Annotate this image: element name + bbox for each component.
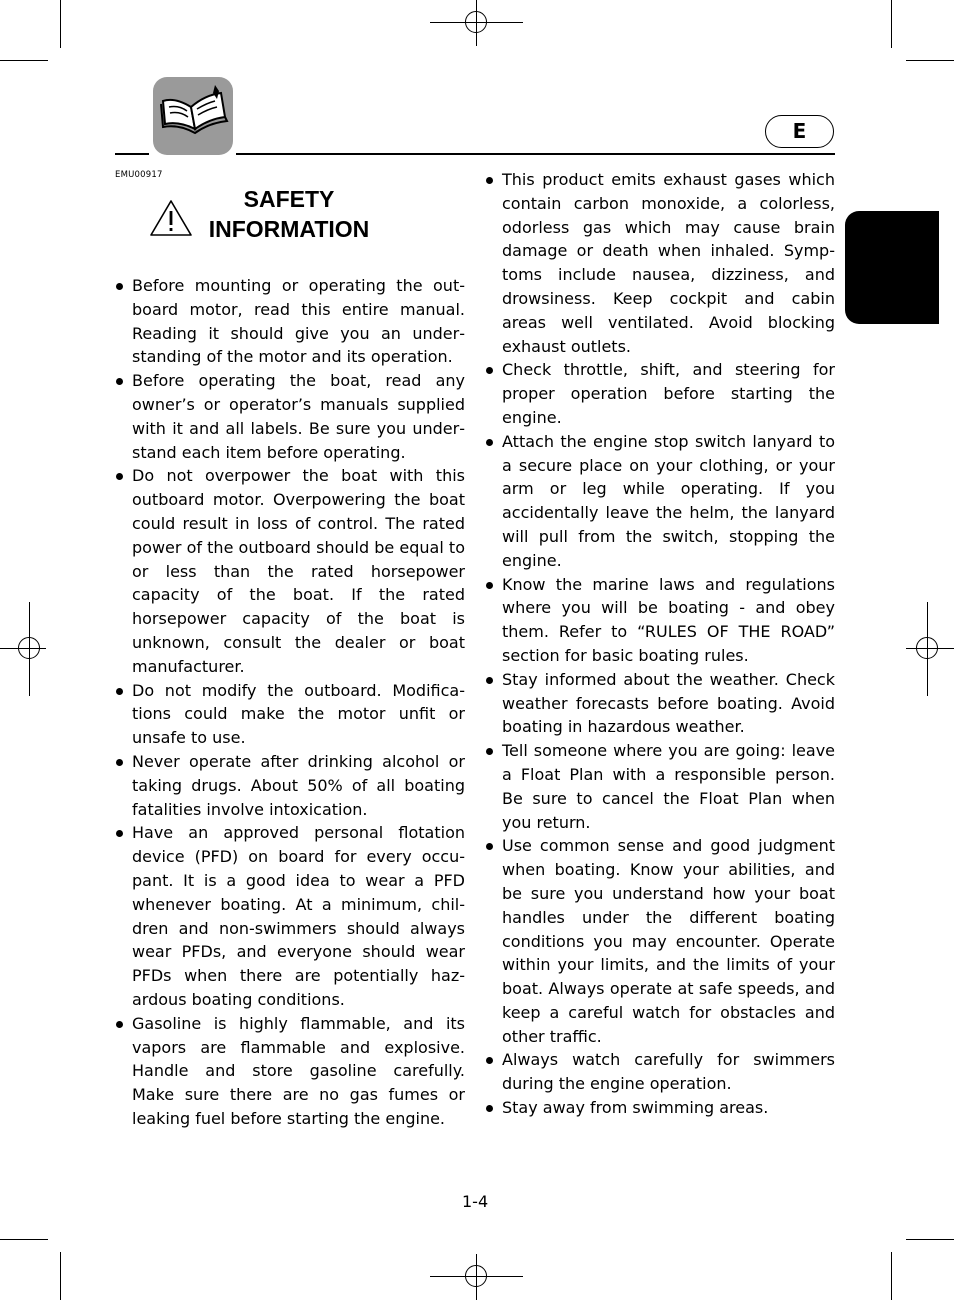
list-item: Tell someone where you are going: leave a Float Plan with a responsible person. Be sure to cancel the Float Plan when you return. — [485, 739, 835, 834]
page-number: 1-4 — [462, 1192, 489, 1211]
crop-mark — [60, 1252, 61, 1300]
section-title-line2: INFORMATION — [208, 216, 370, 242]
list-item: Attach the engine stop switch lanyard to a secure place on your clothing, or your arm or leg while operating. If you accidentally leave the helm, the lanyard will pull from the switch, stopping the engine. — [485, 430, 835, 573]
list-item: Before mounting or operating the outboard motor, read this entire manual. Reading it should give you an understanding of the motor and its operation. — [115, 274, 465, 369]
open-book-icon — [153, 77, 233, 155]
list-item: Do not modify the outboard. Modifications could make the motor unfit or unsafe to use. — [115, 679, 465, 750]
header-rule-right — [236, 153, 835, 155]
list-item: Use common sense and good judgment when boating. Know your abilities, and be sure you understand how your boat handles under the different boating conditions you may encounter. Operate within your limits, and the limits of your boat. Always operate at safe speeds, and keep a careful watch for obstacles and other traffic. — [485, 834, 835, 1048]
crop-mark — [906, 60, 954, 61]
header-rule-left — [115, 153, 149, 155]
crop-mark — [60, 0, 61, 48]
crop-mark — [891, 0, 892, 48]
list-item: Stay away from swimming areas. — [485, 1096, 835, 1120]
list-item: Never operate after drinking alcohol or taking drugs. About 50% of all boating fatalities involve intoxication. — [115, 750, 465, 821]
section-title — [203, 184, 375, 244]
right-column-list — [485, 168, 835, 1120]
left-column-list — [115, 274, 465, 1131]
list-item: Know the marine laws and regulations where you will be boating - and obey them. Refer to “RULES OF THE ROAD” section for basic boating rules. — [485, 573, 835, 668]
list-item: Always watch carefully for swimmers during the engine operation. — [485, 1048, 835, 1096]
document-code: EMU00917 — [115, 170, 163, 180]
list-item: Before operating the boat, read any owner’s or operator’s manuals supplied with it and all labels. Be sure you understand each item before operating. — [115, 369, 465, 464]
crop-mark — [906, 1239, 954, 1240]
list-item: Gasoline is highly flammable, and its vapors are flammable and explosive. Handle and store gasoline carefully. Make sure there are no gas fumes or leaking fuel before starting the engine. — [115, 1012, 465, 1131]
list-item: This product emits exhaust gases which contain carbon monoxide, a colorless, odorless gas which may cause brain damage or death when inhaled. Symptoms include nausea, dizziness, and drowsiness. Keep cockpit and cabin areas well ventilated. Avoid blocking exhaust outlets. — [485, 168, 835, 358]
crop-mark — [0, 1239, 48, 1240]
warning-triangle-icon — [149, 199, 193, 237]
crop-mark — [0, 60, 48, 61]
language-badge: E — [765, 115, 834, 148]
list-item: Stay informed about the weather. Check weather forecasts before boating. Avoid boating in hazardous weather. — [485, 668, 835, 739]
list-item: Have an approved personal flotation device (PFD) on board for every occupant. It is a good idea to wear a PFD whenever boating. At a minimum, children and non-swimmers should always wear PFDs, and everyone should wear PFDs when there are potentially hazardous boating conditions. — [115, 821, 465, 1011]
section-tab — [845, 211, 939, 324]
list-item: Do not overpower the boat with this outboard motor. Overpowering the boat could result in loss of control. The rated power of the outboard should be equal to or less than the rated horsepower capacity of the boat. If the rated horsepower capacity of the boat is unknown, consult the dealer or boat manufacturer. — [115, 464, 465, 678]
list-item: Check throttle, shift, and steering for proper operation before starting the engine. — [485, 358, 835, 429]
crop-mark — [891, 1252, 892, 1300]
section-title-line1: SAFETY — [243, 186, 335, 212]
